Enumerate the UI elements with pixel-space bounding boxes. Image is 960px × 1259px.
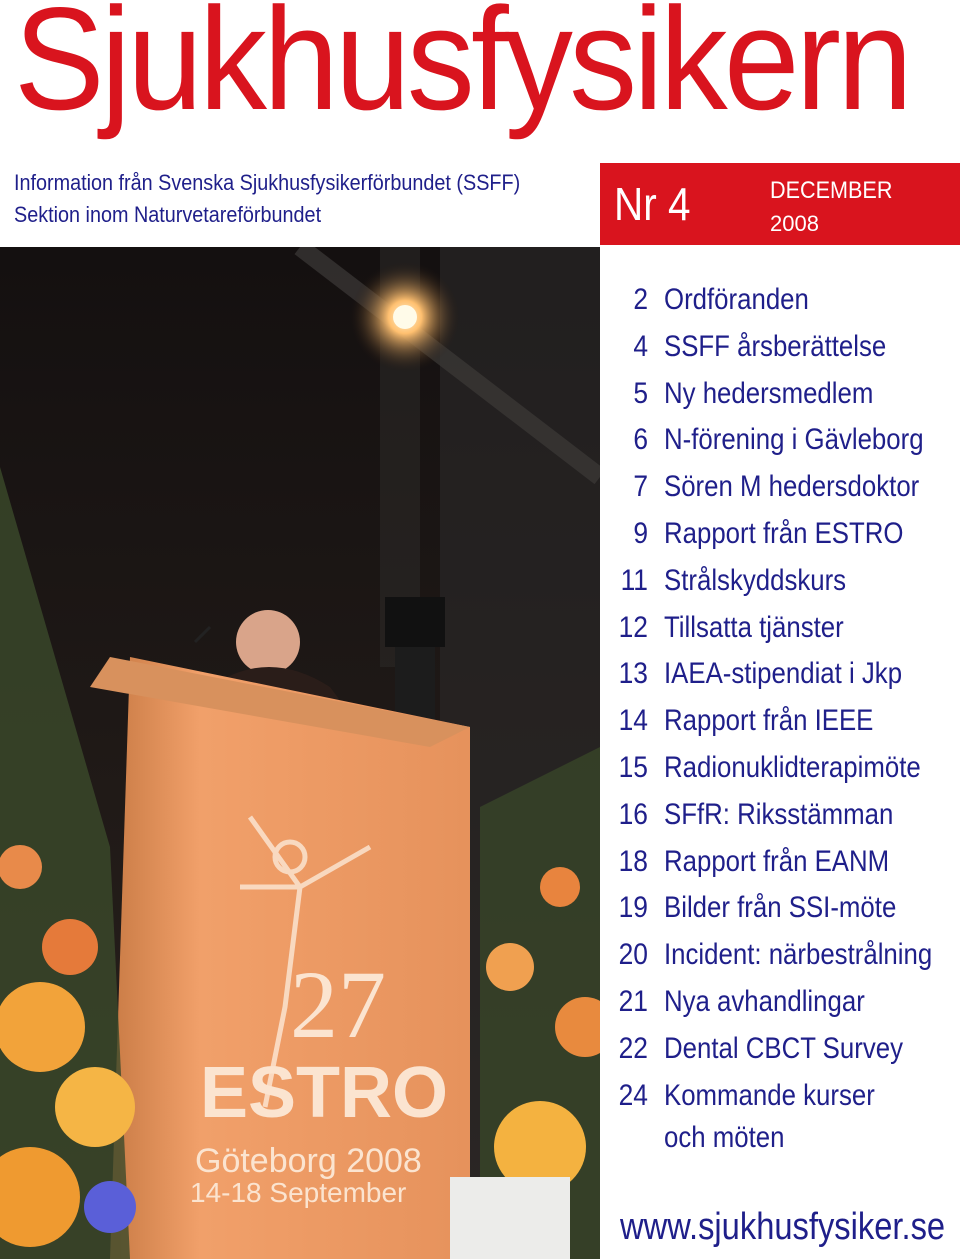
toc-item [600, 1028, 954, 1075]
toc-title: Radionuklidterapimöte [664, 750, 921, 784]
toc-item [600, 419, 954, 466]
toc-page-number: 2 [633, 283, 648, 316]
organization-line-2: Sektion inom Naturvetareförbundet [14, 202, 322, 227]
organization-line-1: Information från Svenska Sjukhusfysikerförbundet (SSFF) [14, 170, 521, 195]
toc-item [600, 841, 954, 888]
toc-title: Kommande kurser och möten [664, 1078, 875, 1154]
website-link[interactable]: www.sjukhusfysiker.se [620, 1206, 946, 1248]
toc-title: Strålskyddskurs [664, 563, 847, 597]
toc-title: Rapport från ESTRO [664, 516, 904, 550]
toc-title: Sören M hedersdoktor [664, 470, 920, 504]
toc-title: Nya avhandlingar [664, 984, 865, 1018]
toc-page-number: 18 [618, 844, 648, 878]
table-of-contents [600, 247, 960, 1259]
toc-title: Rapport från IEEE [664, 704, 874, 738]
toc-page-number: 9 [633, 516, 648, 550]
issue-banner [600, 163, 960, 245]
toc-title: Incident: närbestrålning [664, 938, 933, 972]
podium-city: Göteborg 2008 [195, 1142, 422, 1180]
toc-page-number: 7 [633, 470, 648, 504]
toc-page-number: 11 [620, 563, 648, 597]
toc-item [600, 934, 954, 981]
toc-item [600, 981, 954, 1028]
toc-page-number: 16 [618, 797, 648, 831]
toc-item [600, 466, 954, 513]
toc-item [600, 747, 954, 794]
toc-title: IAEA-stipendiat i Jkp [664, 657, 903, 691]
issue-year: 2008 [770, 211, 819, 236]
toc-item [600, 700, 954, 747]
toc-title: Ordföranden [664, 283, 809, 316]
toc-item [600, 794, 954, 841]
toc-page-number: 13 [618, 657, 648, 691]
organization-info [14, 167, 520, 231]
cover-photo [0, 247, 600, 1259]
toc-page-number: 21 [618, 984, 648, 1018]
toc-title: Ny hedersmedlem [664, 376, 874, 410]
toc-page-number: 19 [618, 891, 648, 925]
toc-title: N-förening i Gävleborg [664, 423, 924, 457]
toc-item [600, 887, 954, 934]
toc-title: SFfR: Riksstämman [664, 797, 894, 831]
toc-list [600, 279, 954, 1159]
toc-item [600, 326, 954, 373]
toc-page-number: 6 [633, 423, 648, 457]
masthead-title: Sjukhusfysikern [14, 0, 910, 140]
toc-item [600, 607, 954, 654]
toc-title: Bilder från SSI-möte [664, 891, 897, 925]
podium-name: ESTRO [200, 1053, 449, 1133]
toc-page-number: 24 [618, 1078, 648, 1112]
toc-page-number: 15 [618, 750, 648, 784]
podium-dates: 14-18 September [190, 1177, 407, 1208]
toc-page-number: 5 [633, 376, 648, 410]
toc-page-number: 12 [618, 610, 648, 644]
toc-page-number: 20 [618, 938, 648, 972]
issue-month: DECEMBER [770, 177, 893, 204]
toc-title: Tillsatta tjänster [664, 610, 844, 644]
toc-item [600, 560, 954, 607]
toc-item [600, 373, 954, 420]
toc-item [600, 279, 954, 326]
toc-item [600, 513, 954, 560]
toc-item [600, 653, 954, 700]
toc-page-number: 14 [618, 704, 648, 738]
toc-title: SSFF årsberättelse [664, 329, 887, 363]
toc-title: Rapport från EANM [664, 844, 890, 878]
toc-page-number: 22 [618, 1031, 648, 1065]
issue-number: Nr 4 [614, 178, 691, 230]
podium-number: 27 [290, 951, 386, 1058]
toc-title: Dental CBCT Survey [664, 1031, 903, 1065]
toc-page-number: 4 [633, 329, 648, 363]
toc-item [600, 1075, 954, 1159]
